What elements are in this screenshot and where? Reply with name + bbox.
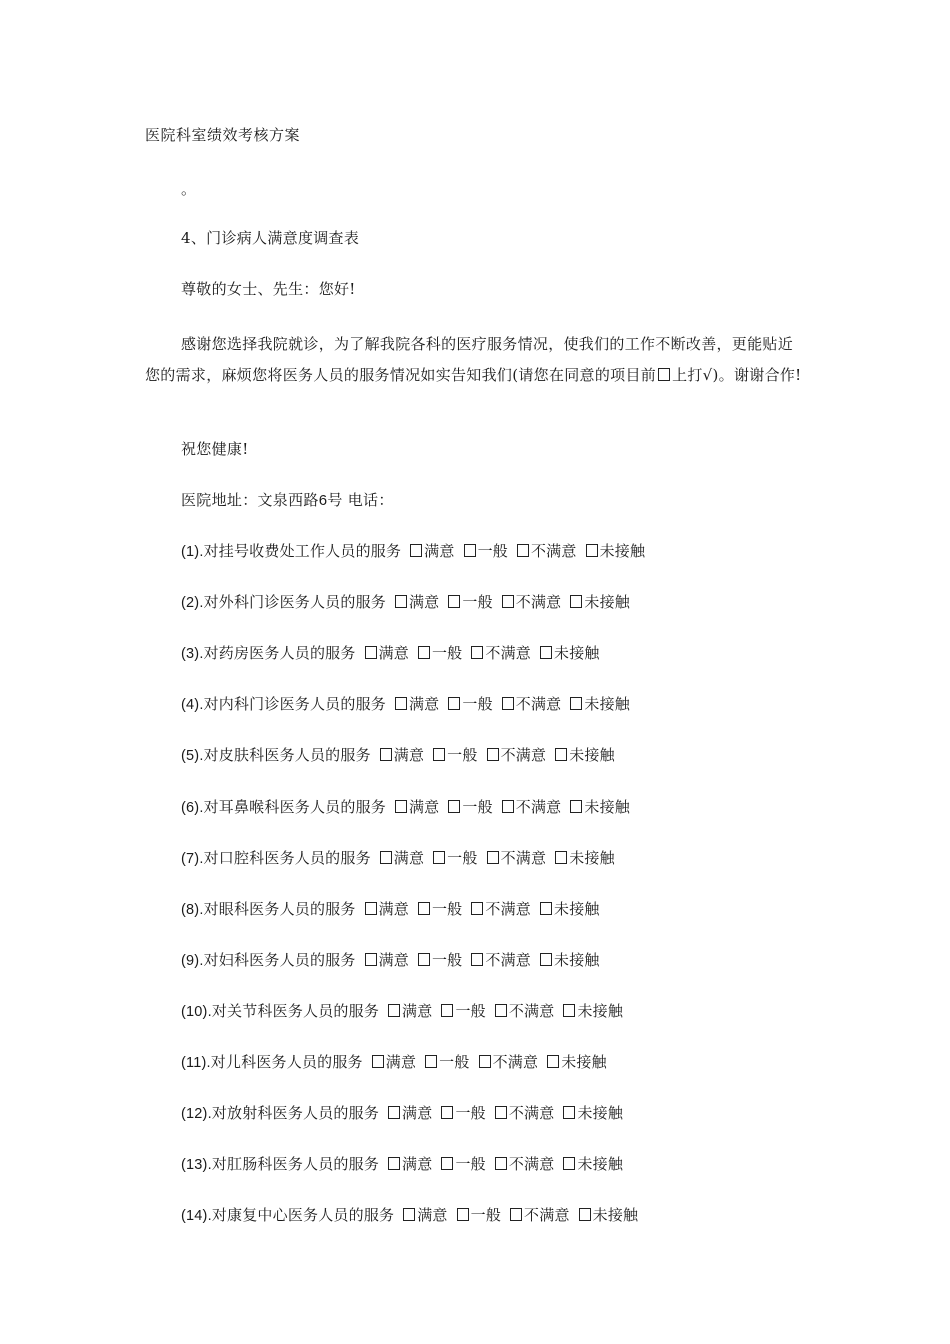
- checkbox-icon[interactable]: [441, 1004, 453, 1017]
- question-number: (3).: [181, 646, 204, 662]
- survey-question-row: [181, 796, 630, 817]
- checkbox-icon[interactable]: [510, 1208, 522, 1221]
- checkbox-icon[interactable]: [471, 646, 483, 659]
- checkbox-icon[interactable]: [448, 800, 460, 813]
- checkbox-icon[interactable]: [540, 953, 552, 966]
- checkbox-icon[interactable]: [555, 851, 567, 864]
- survey-question-row: [181, 591, 630, 612]
- question-text: 对儿科医务人员的服务: [210, 1053, 363, 1071]
- option-dissatisfied[interactable]: [487, 746, 547, 764]
- checkbox-icon[interactable]: [418, 953, 430, 966]
- option-average[interactable]: [425, 1053, 469, 1071]
- question-number: (8).: [181, 902, 204, 918]
- option-satisfied[interactable]: [388, 1155, 432, 1173]
- option-label: 不满意: [492, 1053, 539, 1071]
- option-dissatisfied[interactable]: [479, 1053, 539, 1071]
- option-label: 满意: [402, 1002, 433, 1020]
- option-not-contacted[interactable]: [555, 849, 615, 867]
- option-average[interactable]: [448, 798, 492, 816]
- question-text: 对放射科医务人员的服务: [211, 1104, 380, 1122]
- option-label: 未接触: [561, 1053, 607, 1071]
- hospital-address: [181, 489, 394, 510]
- option-label: 不满意: [524, 1206, 570, 1224]
- option-label: 不满意: [508, 1104, 555, 1122]
- option-satisfied[interactable]: [365, 900, 409, 918]
- checkbox-icon: [658, 368, 670, 381]
- question-number: (1).: [181, 544, 204, 560]
- option-not-contacted[interactable]: [579, 1206, 639, 1224]
- option-average[interactable]: [448, 593, 492, 611]
- checkbox-icon[interactable]: [418, 902, 430, 915]
- checkbox-icon[interactable]: [365, 646, 377, 659]
- option-satisfied[interactable]: [395, 798, 439, 816]
- option-satisfied[interactable]: [388, 1002, 432, 1020]
- section-heading: 4、门诊病人满意度调查表: [181, 229, 360, 247]
- checkbox-icon[interactable]: [425, 1055, 437, 1068]
- checkbox-icon[interactable]: [403, 1208, 415, 1221]
- option-label: 不满意: [508, 1002, 555, 1020]
- question-text: 对外科门诊医务人员的服务: [203, 593, 386, 611]
- option-not-contacted[interactable]: [547, 1053, 607, 1071]
- option-average[interactable]: [441, 1104, 485, 1122]
- option-average[interactable]: [433, 746, 477, 764]
- checkbox-icon[interactable]: [570, 697, 582, 710]
- question-text: 对眼科医务人员的服务: [203, 900, 356, 918]
- checkbox-icon[interactable]: [441, 1157, 453, 1170]
- intro-paragraph: [145, 329, 807, 391]
- option-label: 未接触: [569, 849, 615, 867]
- option-label: 未接触: [584, 695, 630, 713]
- checkbox-icon[interactable]: [563, 1106, 575, 1119]
- question-number: (4).: [181, 697, 204, 713]
- survey-question-row: [181, 1000, 623, 1021]
- greeting: 尊敬的女士、先生：您好!: [181, 280, 356, 298]
- option-dissatisfied[interactable]: [471, 951, 531, 969]
- option-satisfied[interactable]: [395, 593, 439, 611]
- checkbox-icon[interactable]: [502, 800, 514, 813]
- option-label: 一般: [462, 695, 493, 713]
- option-average[interactable]: [448, 695, 492, 713]
- question-text: 对关节科医务人员的服务: [211, 1002, 380, 1020]
- option-label: 一般: [477, 542, 508, 560]
- checkbox-icon[interactable]: [433, 851, 445, 864]
- option-not-contacted[interactable]: [570, 798, 630, 816]
- option-label: 满意: [402, 1104, 433, 1122]
- checkbox-icon[interactable]: [487, 748, 499, 761]
- option-label: 未接触: [569, 746, 615, 764]
- option-label: 未接触: [577, 1104, 624, 1122]
- option-dissatisfied[interactable]: [471, 900, 531, 918]
- survey-question-row: [181, 1153, 623, 1174]
- checkbox-icon[interactable]: [372, 1055, 384, 1068]
- checkbox-icon[interactable]: [502, 697, 514, 710]
- question-text: 对挂号收费处工作人员的服务: [203, 542, 402, 560]
- option-label: 一般: [431, 644, 463, 662]
- question-number: (13).: [181, 1157, 212, 1173]
- option-dissatisfied[interactable]: [487, 849, 547, 867]
- checkbox-icon[interactable]: [433, 748, 445, 761]
- checkbox-icon[interactable]: [395, 800, 407, 813]
- checkbox-icon[interactable]: [495, 1004, 507, 1017]
- option-label: 不满意: [485, 951, 531, 969]
- option-label: 不满意: [500, 746, 547, 764]
- option-dissatisfied[interactable]: [495, 1104, 555, 1122]
- option-satisfied[interactable]: [410, 542, 454, 560]
- question-number: (2).: [181, 595, 204, 611]
- option-average[interactable]: [441, 1155, 485, 1173]
- option-not-contacted[interactable]: [563, 1155, 623, 1173]
- option-average[interactable]: [418, 644, 462, 662]
- option-label: 一般: [431, 900, 463, 918]
- option-dissatisfied[interactable]: [517, 542, 577, 560]
- survey-question-row: [181, 540, 645, 561]
- address-label: 医院地址：文泉西路: [181, 491, 319, 509]
- option-satisfied[interactable]: [365, 951, 409, 969]
- option-not-contacted[interactable]: [540, 951, 600, 969]
- intro-text-part1: 感谢您选择我院就诊，为了解我院各科的医疗服务情况，使我们的工作不断改善，更能贴近您的需求，麻烦您将医务人员的服务情况如实告知我们(请您在同意的项目前: [145, 335, 794, 384]
- checkbox-icon[interactable]: [365, 902, 377, 915]
- option-label: 满意: [393, 746, 425, 764]
- checkbox-icon[interactable]: [441, 1106, 453, 1119]
- option-label: 未接触: [554, 951, 600, 969]
- option-label: 一般: [447, 849, 478, 867]
- option-satisfied[interactable]: [388, 1104, 432, 1122]
- checkbox-icon[interactable]: [380, 748, 392, 761]
- option-satisfied[interactable]: [380, 849, 424, 867]
- checkbox-icon[interactable]: [570, 800, 582, 813]
- option-not-contacted[interactable]: [570, 695, 630, 713]
- option-label: 不满意: [515, 593, 562, 611]
- option-average[interactable]: [418, 951, 462, 969]
- stray-punctuation: 。: [181, 180, 197, 198]
- checkbox-icon[interactable]: [540, 646, 552, 659]
- option-label: 满意: [393, 849, 425, 867]
- option-label: 满意: [408, 593, 440, 611]
- checkbox-icon[interactable]: [540, 902, 552, 915]
- option-dissatisfied[interactable]: [510, 1206, 570, 1224]
- question-text: 对口腔科医务人员的服务: [203, 849, 371, 867]
- survey-question-row: [181, 1204, 638, 1225]
- checkbox-icon[interactable]: [395, 595, 407, 608]
- question-number: (10).: [181, 1004, 212, 1020]
- checkbox-icon[interactable]: [410, 544, 422, 557]
- question-text: 对内科门诊医务人员的服务: [203, 695, 386, 713]
- checkbox-icon[interactable]: [464, 544, 476, 557]
- option-label: 满意: [408, 695, 440, 713]
- blessing: 祝您健康!: [181, 440, 249, 458]
- option-label: 一般: [455, 1002, 486, 1020]
- checkbox-icon[interactable]: [471, 953, 483, 966]
- checkbox-icon[interactable]: [380, 851, 392, 864]
- option-label: 满意: [378, 900, 409, 918]
- checkbox-icon[interactable]: [388, 1157, 400, 1170]
- option-label: 未接触: [577, 1155, 624, 1173]
- option-label: 未接触: [554, 644, 600, 662]
- option-label: 未接触: [554, 900, 600, 918]
- option-average[interactable]: [441, 1002, 485, 1020]
- option-label: 一般: [462, 593, 493, 611]
- survey-question-row: [181, 949, 600, 970]
- option-label: 一般: [462, 798, 493, 816]
- checkbox-icon[interactable]: [487, 851, 499, 864]
- option-label: 不满意: [515, 798, 562, 816]
- question-text: 对耳鼻喉科医务人员的服务: [203, 798, 386, 816]
- checkbox-icon[interactable]: [563, 1157, 575, 1170]
- question-number: (14).: [181, 1208, 212, 1224]
- option-not-contacted[interactable]: [540, 900, 600, 918]
- option-label: 未接触: [592, 1206, 639, 1224]
- option-label: 满意: [424, 542, 455, 560]
- option-dissatisfied[interactable]: [495, 1155, 555, 1173]
- question-number: (5).: [181, 748, 204, 764]
- checkbox-icon[interactable]: [495, 1106, 507, 1119]
- question-number: (6).: [181, 800, 204, 816]
- option-satisfied[interactable]: [403, 1206, 447, 1224]
- survey-question-row: [181, 744, 615, 765]
- address-number: 6: [318, 492, 328, 509]
- checkbox-icon[interactable]: [586, 544, 598, 557]
- option-label: 未接触: [577, 1002, 624, 1020]
- checkbox-icon[interactable]: [395, 697, 407, 710]
- option-satisfied[interactable]: [380, 746, 424, 764]
- option-not-contacted[interactable]: [555, 746, 615, 764]
- option-label: 未接触: [599, 542, 646, 560]
- option-label: 满意: [417, 1206, 448, 1224]
- option-not-contacted[interactable]: [570, 593, 630, 611]
- checkbox-icon[interactable]: [388, 1106, 400, 1119]
- option-label: 一般: [447, 746, 478, 764]
- address-suffix: 号 电话：: [327, 491, 394, 509]
- option-label: 一般: [431, 951, 463, 969]
- option-label: 满意: [402, 1155, 433, 1173]
- checkbox-icon[interactable]: [448, 697, 460, 710]
- option-average[interactable]: [457, 1206, 501, 1224]
- option-not-contacted[interactable]: [586, 542, 646, 560]
- question-number: (11).: [181, 1055, 211, 1071]
- option-label: 不满意: [515, 695, 562, 713]
- option-satisfied[interactable]: [372, 1053, 416, 1071]
- checkbox-icon[interactable]: [555, 748, 567, 761]
- question-text: 对妇科医务人员的服务: [203, 951, 356, 969]
- question-number: (12).: [181, 1106, 212, 1122]
- option-average[interactable]: [418, 900, 462, 918]
- survey-question-row: [181, 898, 600, 919]
- option-label: 不满意: [530, 542, 577, 560]
- option-dissatisfied[interactable]: [495, 1002, 555, 1020]
- checkbox-icon[interactable]: [495, 1157, 507, 1170]
- survey-question-row: [181, 847, 615, 868]
- checkbox-icon[interactable]: [570, 595, 582, 608]
- option-label: 不满意: [508, 1155, 555, 1173]
- option-label: 未接触: [584, 798, 630, 816]
- option-average[interactable]: [433, 849, 477, 867]
- checkbox-icon[interactable]: [563, 1004, 575, 1017]
- option-label: 一般: [439, 1053, 470, 1071]
- option-label: 满意: [408, 798, 440, 816]
- option-label: 不满意: [485, 900, 531, 918]
- checkbox-icon[interactable]: [502, 595, 514, 608]
- survey-question-row: [181, 693, 630, 714]
- checkbox-icon[interactable]: [457, 1208, 469, 1221]
- option-label: 不满意: [500, 849, 547, 867]
- survey-question-row: [181, 642, 600, 663]
- question-text: 对康复中心医务人员的服务: [211, 1206, 395, 1224]
- document-title: 医院科室绩效考核方案: [145, 126, 301, 144]
- question-text: 对药房医务人员的服务: [203, 644, 356, 662]
- checkbox-icon[interactable]: [479, 1055, 491, 1068]
- question-text: 对皮肤科医务人员的服务: [203, 746, 371, 764]
- option-label: 一般: [455, 1155, 486, 1173]
- option-dissatisfied[interactable]: [502, 695, 562, 713]
- intro-text-part2: 上打√)。谢谢合作!: [672, 366, 802, 384]
- checkbox-icon[interactable]: [579, 1208, 591, 1221]
- survey-question-row: [181, 1051, 607, 1072]
- checkbox-icon[interactable]: [471, 902, 483, 915]
- option-dissatisfied[interactable]: [502, 593, 562, 611]
- option-label: 满意: [378, 951, 409, 969]
- option-label: 不满意: [485, 644, 531, 662]
- option-dissatisfied[interactable]: [502, 798, 562, 816]
- checkbox-icon[interactable]: [418, 646, 430, 659]
- option-average[interactable]: [464, 542, 508, 560]
- question-number: (9).: [181, 953, 204, 969]
- option-label: 满意: [378, 644, 409, 662]
- checkbox-icon[interactable]: [448, 595, 460, 608]
- survey-question-row: [181, 1102, 623, 1123]
- option-label: 满意: [385, 1053, 417, 1071]
- option-label: 未接触: [584, 593, 630, 611]
- checkbox-icon[interactable]: [547, 1055, 559, 1068]
- checkbox-icon[interactable]: [388, 1004, 400, 1017]
- checkbox-icon[interactable]: [517, 544, 529, 557]
- checkbox-icon[interactable]: [365, 953, 377, 966]
- option-label: 一般: [455, 1104, 486, 1122]
- option-not-contacted[interactable]: [563, 1002, 623, 1020]
- question-number: (7).: [181, 851, 204, 867]
- option-satisfied[interactable]: [365, 644, 409, 662]
- option-not-contacted[interactable]: [540, 644, 600, 662]
- question-text: 对肛肠科医务人员的服务: [211, 1155, 380, 1173]
- option-dissatisfied[interactable]: [471, 644, 531, 662]
- option-not-contacted[interactable]: [563, 1104, 623, 1122]
- option-satisfied[interactable]: [395, 695, 439, 713]
- option-label: 一般: [470, 1206, 502, 1224]
